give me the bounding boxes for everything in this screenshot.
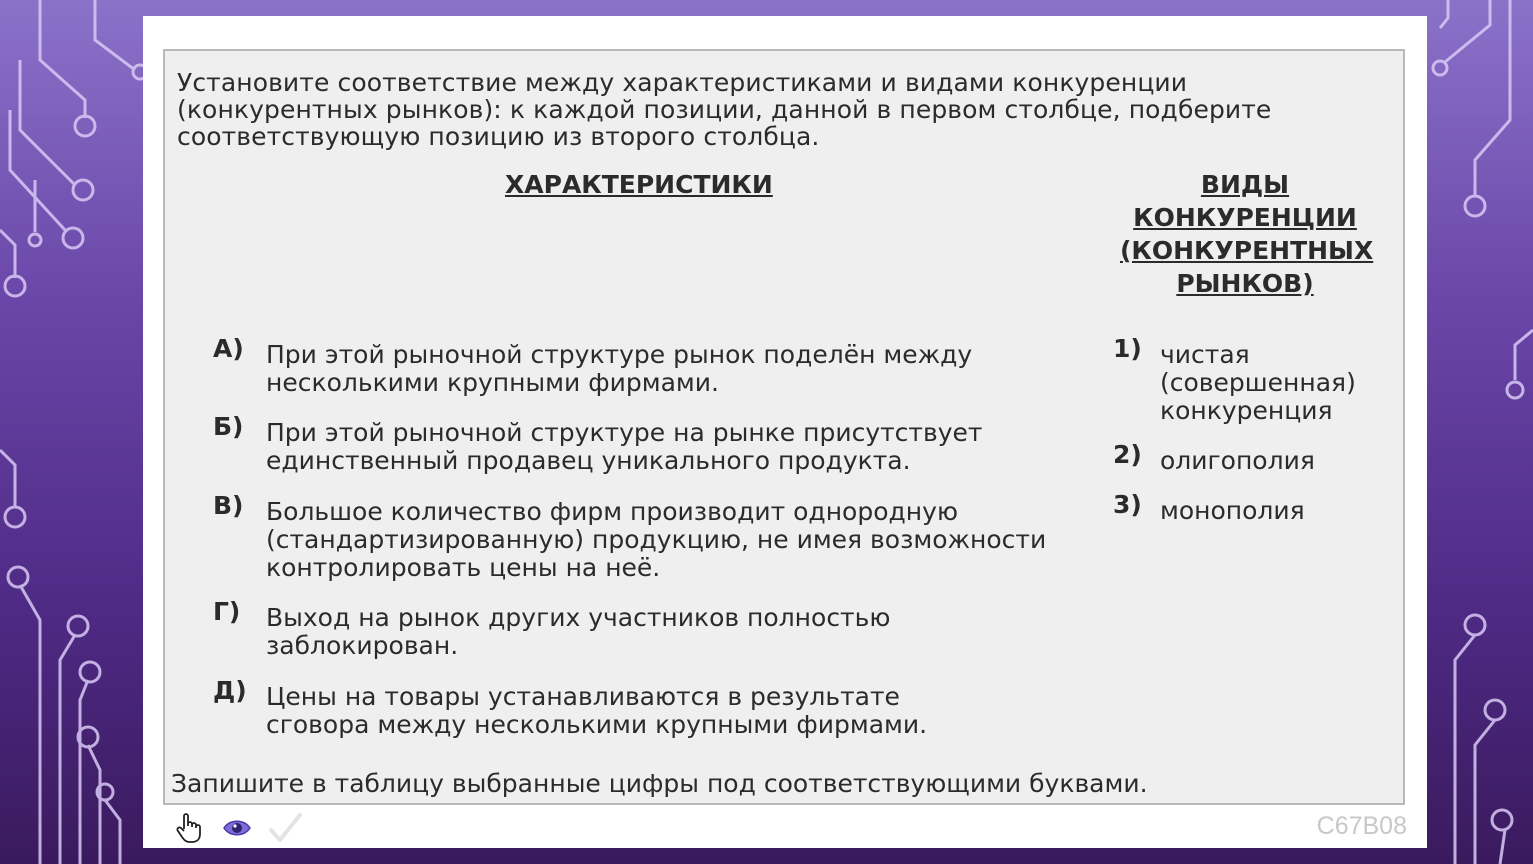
hand-pointer-icon [175,812,203,844]
characteristic-text: Большое количество фирм производит однородную (стандартизированную) продукцию, не имея возможности контролировать цены на неё. [266,497,1047,582]
task-toolbar [169,810,313,846]
competition-type-label: 1) [1113,334,1142,363]
competition-type-label: 3) [1113,490,1142,519]
characteristics-header: ХАРАКТЕРИСТИКИ [505,170,773,199]
characteristic-label: Б) [213,412,244,441]
checkmark-icon [268,812,302,844]
characteristic-label: Г) [213,597,241,626]
characteristic-label: Д) [213,676,247,705]
answer-instruction: Запишите в таблицу выбранные цифры под соответствующими буквами. [171,769,1148,798]
competition-type-text: чистая (совершенная) конкуренция [1160,340,1356,425]
competition-types-header: ВИДЫ КОНКУРЕНЦИИ (КОНКУРЕНТНЫХ РЫНКОВ) [1120,170,1374,298]
characteristic-text: При этой рыночной структуре на рынке присутствует единственный продавец уникального продукта. [266,418,983,475]
characteristic-label: В) [213,491,244,520]
characteristic-label: А) [213,334,244,363]
task-code: C67B08 [1316,812,1407,840]
task-panel [163,49,1405,805]
hand-pointer-button[interactable] [169,810,209,846]
show-answer-button[interactable] [217,810,257,846]
characteristic-text: Цены на товары устанавливаются в результате сговора между несколькими крупными фирмами. [266,682,928,739]
competition-type-text: олигополия [1160,446,1315,475]
competition-type-text: монополия [1160,496,1305,525]
check-answer-button[interactable] [265,810,305,846]
competition-type-label: 2) [1113,440,1142,469]
task-instruction: Установите соответствие между характеристиками и видами конкуренции (конкурентных рынков): к каждой позиции, данной в первом столбце, подберите соответствующую позицию из второго столбца. [177,68,1272,151]
characteristic-text: При этой рыночной структуре рынок поделён между несколькими крупными фирмами. [266,340,973,397]
slide-card [143,16,1427,848]
eye-icon [222,817,252,839]
characteristic-text: Выход на рынок других участников полностью заблокирован. [266,603,891,660]
